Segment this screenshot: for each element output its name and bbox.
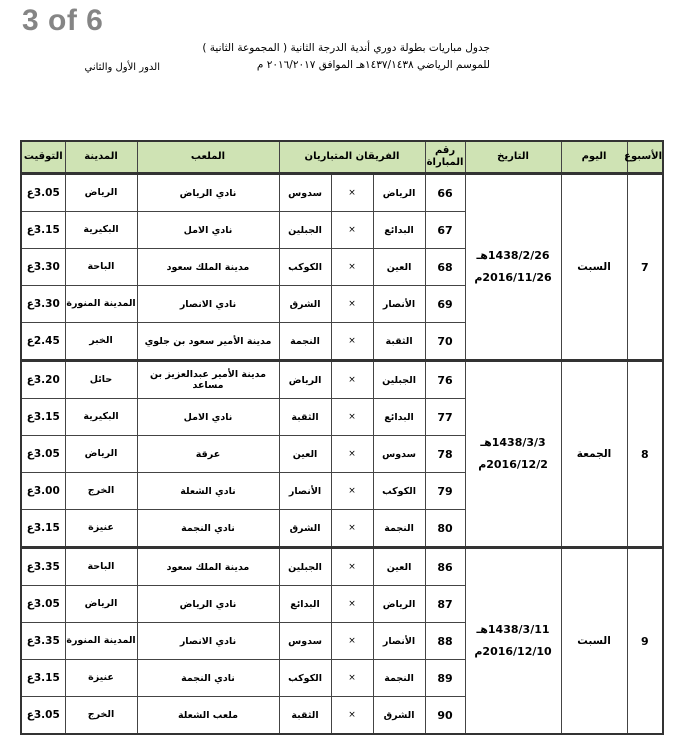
stadium: مدينة الملك سعود [137,548,279,586]
stadium: نادي الامل [137,399,279,436]
date-gregorian: 2016/11/26م [474,271,552,284]
schedule-table [20,140,664,735]
versus-symbol: × [331,249,373,286]
home-team: البدائع [373,212,425,249]
away-team: النجمة [279,323,331,361]
versus-symbol: × [331,510,373,548]
city: عنيزة [65,660,137,697]
match-date [465,548,561,735]
match-date [465,174,561,361]
page-counter: 3 of 6 [22,4,104,37]
away-team: الكوكب [279,660,331,697]
away-team: الثقبة [279,399,331,436]
header-city: المدينة [65,141,137,174]
match-number: 87 [425,586,465,623]
versus-symbol: × [331,436,373,473]
city: الخرج [65,473,137,510]
city: الرياض [65,436,137,473]
home-team: النجمة [373,510,425,548]
city: الباحة [65,249,137,286]
home-team: الثقبة [373,323,425,361]
kickoff-time: 3.15ع [21,399,65,436]
title-line-1: جدول مباريات بطولة دوري أندية الدرجة الثانية ( المجموعة الثانية ) [202,42,490,54]
header-week: الأسبوع [627,141,663,174]
home-team: الأنصار [373,623,425,660]
match-number: 68 [425,249,465,286]
stadium: ملعب الشعلة [137,697,279,735]
kickoff-time: 3.30ع [21,249,65,286]
match-number: 88 [425,623,465,660]
stadium: نادي الرياض [137,586,279,623]
match-number: 67 [425,212,465,249]
home-team: الأنصار [373,286,425,323]
city: عنيزة [65,510,137,548]
week-number: 7 [627,174,663,361]
kickoff-time: 3.35ع [21,548,65,586]
home-team: الرياض [373,586,425,623]
match-number: 69 [425,286,465,323]
away-team: الكوكب [279,249,331,286]
stadium: نادي الشعلة [137,473,279,510]
home-team: الكوكب [373,473,425,510]
header-stadium: الملعب [137,141,279,174]
kickoff-time: 3.00ع [21,473,65,510]
match-number: 76 [425,361,465,399]
kickoff-time: 3.05ع [21,586,65,623]
date-hijri: 1438/3/11هـ [476,623,550,636]
versus-symbol: × [331,212,373,249]
home-team: العين [373,548,425,586]
away-team: العين [279,436,331,473]
match-number: 66 [425,174,465,212]
stadium: مدينة الأمير عبدالعزيز بن مساعد [137,361,279,399]
city: الخرج [65,697,137,735]
stadium: نادي الانصار [137,623,279,660]
match-number: 78 [425,436,465,473]
table-row [21,361,663,399]
kickoff-time: 3.15ع [21,660,65,697]
week-number: 8 [627,361,663,548]
versus-symbol: × [331,323,373,361]
home-team: الجبلين [373,361,425,399]
city: الخبر [65,323,137,361]
away-team: الثقبة [279,697,331,735]
kickoff-time: 2.45ع [21,323,65,361]
document-title [180,40,490,74]
away-team: سدوس [279,174,331,212]
match-date [465,361,561,548]
stadium: نادي الانصار [137,286,279,323]
match-number: 80 [425,510,465,548]
city: الرياض [65,174,137,212]
kickoff-time: 3.35ع [21,623,65,660]
versus-symbol: × [331,473,373,510]
city: البكيرية [65,212,137,249]
stadium: نادي الرياض [137,174,279,212]
versus-symbol: × [331,174,373,212]
date-gregorian: 2016/12/2م [478,458,548,471]
header-teams: الفريقان المتباريان [279,141,425,174]
home-team: الرياض [373,174,425,212]
stadium: نادي النجمة [137,510,279,548]
city: المدينة المنورة [65,286,137,323]
kickoff-time: 3.05ع [21,174,65,212]
away-team: الرياض [279,361,331,399]
home-team: العين [373,249,425,286]
versus-symbol: × [331,623,373,660]
table-row [21,548,663,586]
match-number: 90 [425,697,465,735]
match-day: الجمعة [561,361,627,548]
match-day: السبت [561,174,627,361]
table-header-row [21,141,663,174]
away-team: الشرق [279,286,331,323]
schedule-body [21,174,663,735]
header-match-number: رقم المباراة [425,141,465,174]
home-team: الشرق [373,697,425,735]
match-number: 70 [425,323,465,361]
away-team: الشرق [279,510,331,548]
stadium: مدينة الأمير سعود بن جلوي [137,323,279,361]
home-team: سدوس [373,436,425,473]
match-number: 89 [425,660,465,697]
away-team: البدائع [279,586,331,623]
home-team: النجمة [373,660,425,697]
kickoff-time: 3.15ع [21,510,65,548]
kickoff-time: 3.05ع [21,436,65,473]
versus-symbol: × [331,286,373,323]
away-team: سدوس [279,623,331,660]
match-number: 77 [425,399,465,436]
kickoff-time: 3.30ع [21,286,65,323]
match-number: 86 [425,548,465,586]
match-number: 79 [425,473,465,510]
away-team: الجبلين [279,212,331,249]
versus-symbol: × [331,361,373,399]
date-hijri: 1438/2/26هـ [476,249,550,262]
stadium: نادي الامل [137,212,279,249]
header-time: التوقيت [21,141,65,174]
round-label: الدور الأول والثاني [84,62,160,73]
city: البكيرية [65,399,137,436]
table-row [21,174,663,212]
away-team: الأنصار [279,473,331,510]
versus-symbol: × [331,548,373,586]
stadium: نادي النجمة [137,660,279,697]
city: الباحة [65,548,137,586]
versus-symbol: × [331,660,373,697]
stadium: عرقة [137,436,279,473]
date-gregorian: 2016/12/10م [474,645,552,658]
stadium: مدينة الملك سعود [137,249,279,286]
header-day: اليوم [561,141,627,174]
away-team: الجبلين [279,548,331,586]
city: حائل [65,361,137,399]
city: الرياض [65,586,137,623]
kickoff-time: 3.20ع [21,361,65,399]
kickoff-time: 3.05ع [21,697,65,735]
versus-symbol: × [331,586,373,623]
home-team: البدائع [373,399,425,436]
city: المدينة المنورة [65,623,137,660]
kickoff-time: 3.15ع [21,212,65,249]
week-number: 9 [627,548,663,735]
match-day: السبت [561,548,627,735]
date-hijri: 1438/3/3هـ [480,436,546,449]
versus-symbol: × [331,697,373,735]
header-date: التاريخ [465,141,561,174]
versus-symbol: × [331,399,373,436]
title-line-2: للموسم الرياضي ١٤٣٧/١٤٣٨هـ الموافق ٢٠١٦/٢٠١٧ م [256,59,490,71]
